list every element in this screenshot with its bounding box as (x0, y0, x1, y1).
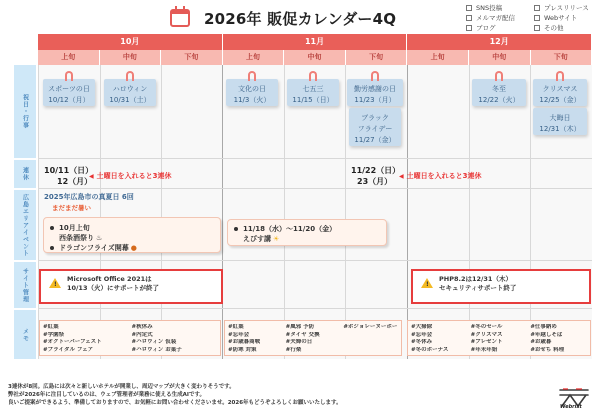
period-header: 下旬 (531, 50, 593, 65)
calendar-body (38, 65, 592, 359)
period-header-row (38, 50, 592, 65)
grid-line (345, 65, 346, 359)
event-item: 11/18（水）〜11/20（金） (234, 224, 380, 234)
title-area (170, 6, 396, 30)
checklist-item[interactable]: Webサイト (534, 13, 596, 22)
period-header: 下旬 (161, 50, 223, 65)
paperclip-icon (495, 71, 503, 81)
section-label-memo: メモ (14, 310, 36, 359)
grid-line (38, 65, 39, 359)
holiday-note-winter-solstice[interactable]: 冬至 12/22（火） (472, 79, 526, 106)
sun-icon: ☀ (273, 235, 280, 243)
event-list (50, 223, 214, 253)
period-header: 下旬 (346, 50, 408, 65)
checklist-item[interactable]: その他 (534, 23, 596, 32)
webrist-logo-text: Webrist (560, 404, 582, 410)
month-header: 11月 (223, 34, 408, 50)
section-divider (38, 308, 592, 309)
event-item: えびす講 ☀ (243, 235, 280, 243)
checkbox-icon[interactable] (466, 15, 472, 21)
page-title: 2026年 販促カレンダー4Q (204, 9, 397, 28)
calendar-grid (14, 34, 592, 359)
checkbox-icon[interactable] (534, 25, 540, 31)
hiroshima-still-hot: まだまだ暑い (52, 204, 91, 212)
period-header: 中旬 (469, 50, 531, 65)
site-warning-php[interactable]: ! PHP8.2は12/31（木） セキュリティサポート終了 (411, 269, 591, 304)
checklist-item[interactable]: メルマガ配信 (466, 13, 528, 22)
event-item: 10月上旬 (50, 223, 214, 233)
bullet-icon (50, 246, 54, 250)
renkyu-oct-day2: 12（月） (57, 177, 93, 186)
section-label-site: サイト管理 (14, 262, 36, 308)
section-label-renkyu: 連休 (14, 160, 36, 188)
bullet-icon (234, 227, 238, 231)
warning-icon: ! (421, 278, 433, 288)
checkbox-icon[interactable] (534, 15, 540, 21)
renkyu-nov-day2: 23（月） (357, 177, 393, 186)
grid-line (100, 65, 101, 359)
holiday-note-black-friday[interactable]: ブラック フライデー 11/27（金） (349, 108, 401, 146)
calendar-icon (170, 9, 190, 27)
footer-line: 良いご提案ができるよう、準備しておりますので、お気軽にお問い合わせくださいませ。2026年もどうぞよろしくお願いいたします。 (8, 400, 342, 406)
renkyu-nov-note: ◀ 土曜日を入れると3連休 (399, 172, 482, 181)
renkyu-nov-dates: 11/22（日） (351, 166, 401, 175)
site-warning-office[interactable]: ! Microsoft Office 2021は 10/13（火）にサポートが終了 (39, 269, 223, 304)
paperclip-icon (371, 71, 379, 81)
footer-line: 弊社が2026年に注目しているのは、ウェブ管理者が業務に使える生成AIです。 (8, 392, 205, 398)
memo-november: #紅葉 #風邪 予防 #ボジョレーヌーボー #忘年会 #タイヤ 交換 #お歳暮商戦 #夫婦の日 #防寒 対策 #行楽 (224, 320, 402, 356)
checklist-item[interactable]: プレスリリース (534, 3, 596, 12)
month-divider (222, 65, 223, 359)
memo-december: #大掃除 #冬のセール #仕事納め #忘年会 #クリスマス #年越しそば #冬休み #プレゼント #お歳暮 #冬のボーナス #年末年始 #おせち 料理 (407, 320, 591, 356)
memo-october: #紅葉 #秋休み #学園祭 #内定式 #オクトーバーフェスト #ハロウィン 仮装 #ブライダル フェア #ハロウィン お菓子 (39, 320, 221, 356)
holiday-note-christmas[interactable]: クリスマス 12/25（金） (533, 79, 587, 106)
grid-line (284, 65, 285, 359)
checkbox-icon[interactable] (466, 25, 472, 31)
holiday-note-halloween[interactable]: ハロウィン 10/31（土） (104, 79, 156, 106)
event-item: 西条酒祭り ♨ (59, 234, 103, 242)
holiday-note-omisoka[interactable]: 大晦日 12/31（木） (533, 108, 587, 135)
hiroshima-event-card-nov[interactable] (227, 219, 387, 246)
channel-checklist (466, 3, 596, 32)
renkyu-oct-dates: 10/11（日） (44, 166, 94, 175)
holiday-note-labor-thanks[interactable]: 勤労感謝の日 11/23（月） (347, 79, 403, 106)
section-divider (38, 260, 592, 261)
checkbox-icon[interactable] (534, 5, 540, 11)
month-header: 12月 (407, 34, 592, 50)
footer-line: 3連休が8回。広島には次々と新しいホテルが開業し、周辺マップが大きく変わりそうです。 (8, 384, 235, 390)
event-item: ドラゴンフライズ開幕 ● (50, 243, 214, 253)
checkbox-icon[interactable] (466, 5, 472, 11)
paperclip-icon (65, 71, 73, 81)
paperclip-icon (309, 71, 317, 81)
checklist-item[interactable]: ブログ (466, 23, 528, 32)
month-divider (407, 65, 408, 359)
holiday-note-culture[interactable]: 文化の日 11/3（火） (226, 79, 278, 106)
period-header: 上旬 (223, 50, 285, 65)
paperclip-icon (126, 71, 134, 81)
section-label-hiroshima: 広島エリアイベント (14, 190, 36, 260)
month-header: 10月 (38, 34, 223, 50)
period-header: 上旬 (407, 50, 469, 65)
paperclip-icon (556, 71, 564, 81)
renkyu-oct-note: ◀ 土曜日を入れると3連休 (89, 172, 172, 181)
period-header: 中旬 (284, 50, 346, 65)
beer-icon: ♨ (96, 234, 103, 242)
holiday-note-shichigosan[interactable]: 七五三 11/15（日） (287, 79, 339, 106)
grid-line (469, 65, 470, 359)
paperclip-icon (248, 71, 256, 81)
hiroshima-event-card-oct[interactable] (43, 217, 221, 253)
section-label-holidays: 祝日・行事 (14, 65, 36, 158)
period-header: 中旬 (100, 50, 162, 65)
grid-line (161, 65, 162, 359)
month-header-row (38, 34, 592, 50)
event-list (234, 224, 380, 244)
basketball-icon: ● (130, 244, 137, 252)
period-header: 上旬 (38, 50, 100, 65)
bullet-icon (50, 226, 54, 230)
grid-line (530, 65, 531, 359)
checklist-item[interactable]: SNS投稿 (466, 3, 528, 12)
holiday-note-sports[interactable]: スポーツの日 10/12（月） (43, 79, 95, 106)
footer-notes (8, 383, 342, 407)
section-divider (38, 158, 592, 159)
warning-icon: ! (49, 278, 61, 288)
section-divider (38, 188, 592, 189)
hiroshima-summary: 2025年広島市の真夏日 6回 (44, 193, 134, 201)
